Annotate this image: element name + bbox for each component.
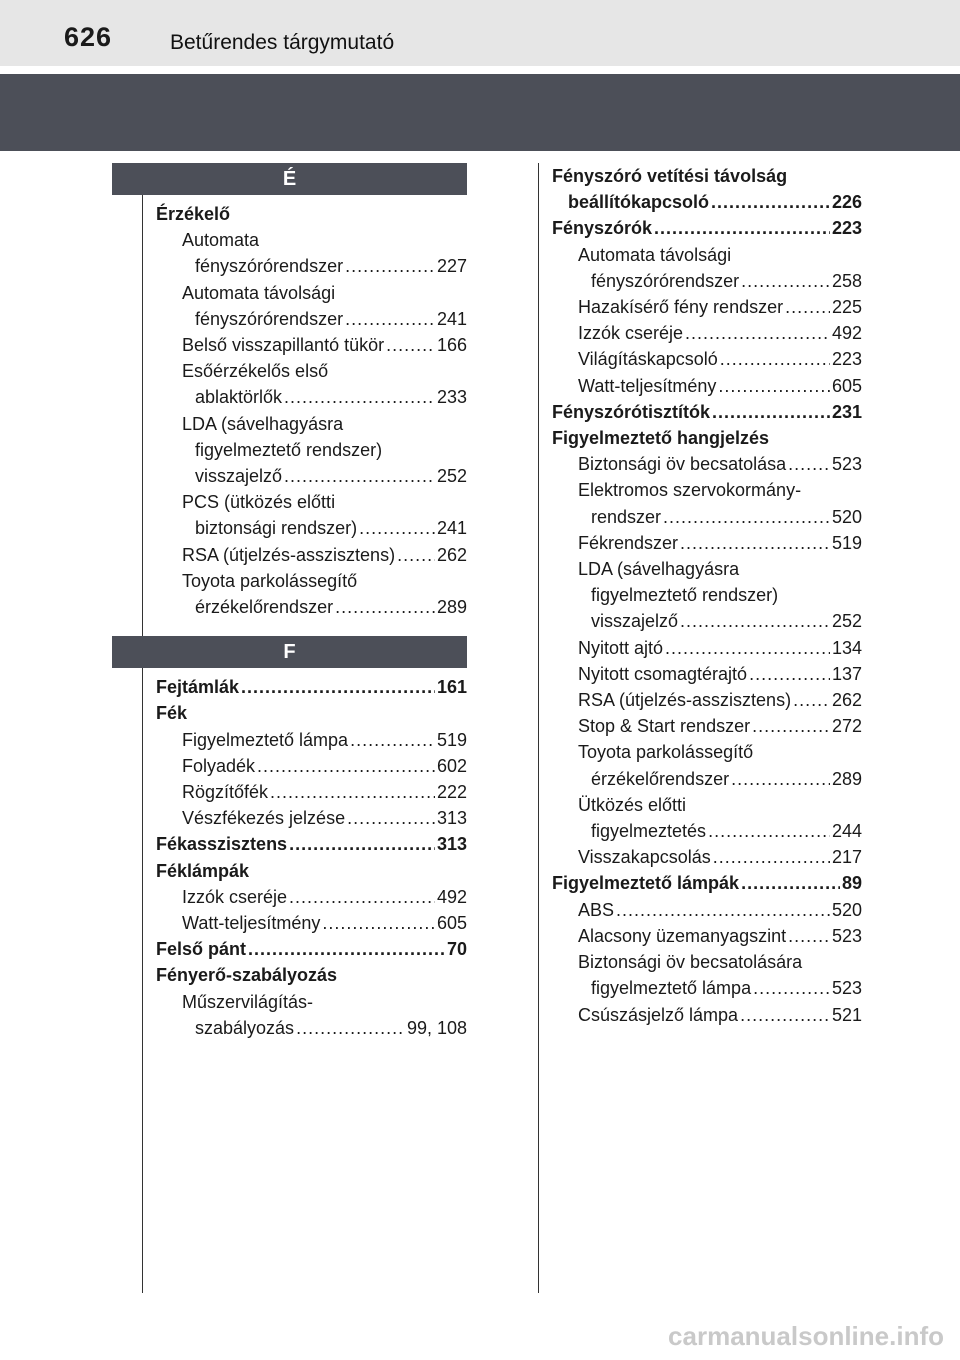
index-entry [156, 568, 467, 594]
index-entry [552, 504, 862, 530]
dot-leader [397, 542, 435, 568]
index-entry-page: 602 [436, 755, 467, 776]
dot-leader [740, 1002, 830, 1028]
index-entry [552, 792, 862, 818]
index-entry [552, 844, 862, 870]
dot-leader [708, 818, 830, 844]
index-entry-text: Izzók cseréje [578, 323, 684, 344]
index-entry [552, 425, 862, 451]
index-entry [552, 373, 862, 399]
index-entry-text: Izzók cseréje [182, 886, 288, 907]
dot-leader [793, 687, 830, 713]
index-entry-text: Fejtámlák [156, 677, 240, 698]
index-entry [552, 189, 862, 215]
index-entry [156, 831, 467, 857]
dot-leader [347, 805, 435, 831]
index-entry [552, 1002, 862, 1028]
index-entry-text: Toyota parkolássegítő [578, 742, 754, 763]
dot-leader [284, 463, 435, 489]
index-entry-page: 523 [831, 454, 862, 475]
dot-leader [345, 306, 435, 332]
index-entry-text: Elektromos szervokormány- [578, 480, 802, 501]
dot-leader [257, 753, 435, 779]
index-entry [552, 582, 862, 608]
index-entry-page: 519 [831, 532, 862, 553]
index-entry-page: 244 [831, 821, 862, 842]
index-entry [156, 936, 467, 962]
index-entry [156, 884, 467, 910]
index-entry [156, 227, 467, 253]
index-entry-text: Rögzítőfék [182, 782, 269, 803]
index-entry [156, 201, 467, 227]
dot-leader [616, 897, 830, 923]
dot-leader [350, 727, 435, 753]
index-entry [552, 215, 862, 241]
column-rule-left [142, 163, 143, 1293]
dot-leader [289, 831, 435, 857]
index-entry-text: Műszervilágítás- [182, 991, 314, 1012]
dot-leader [741, 268, 830, 294]
dot-leader [335, 594, 435, 620]
index-entry-text: Stop & Start rendszer [578, 716, 751, 737]
index-entry-page: 521 [831, 1004, 862, 1025]
index-entry-text: Biztonsági öv becsatolására [578, 952, 803, 973]
dot-leader [322, 910, 435, 936]
index-entry [156, 489, 467, 515]
index-entry-text: LDA (sávelhagyásra [578, 559, 740, 580]
header-banner [0, 74, 960, 151]
index-entry-page: 492 [436, 886, 467, 907]
index-entry-text: Visszakapcsolás [578, 847, 711, 868]
index-entry [552, 818, 862, 844]
section-letter-f: F [112, 636, 467, 668]
index-entry [156, 463, 467, 489]
index-entry-page: 225 [831, 297, 862, 318]
dot-leader [665, 635, 830, 661]
index-entry-page: 272 [831, 716, 862, 737]
index-entry-text: Biztonsági öv becsatolása [578, 454, 787, 475]
index-entry-page: 223 [831, 218, 862, 239]
dot-leader [345, 253, 435, 279]
section-letter-e: É [112, 163, 467, 195]
index-entry [552, 949, 862, 975]
index-entry-page: 217 [831, 847, 862, 868]
dot-leader [241, 674, 435, 700]
index-entry-text: figyelmeztető rendszer) [591, 585, 779, 606]
dot-leader [289, 884, 435, 910]
index-entry-page: 223 [831, 349, 862, 370]
page-header [0, 0, 960, 66]
watermark: carmanualsonline.info [668, 1321, 944, 1351]
index-entry-page: 258 [831, 270, 862, 291]
index-entry [552, 294, 862, 320]
index-entry [156, 989, 467, 1015]
index-entry-page: 222 [436, 782, 467, 803]
index-entry [552, 268, 862, 294]
dot-leader [785, 294, 830, 320]
dot-leader [654, 215, 830, 241]
index-entry-text: Féklámpák [156, 860, 250, 881]
index-entry-text: Világításkapcsoló [578, 349, 718, 370]
index-entry-text: Belső visszapillantó tükör [182, 335, 385, 356]
index-entry-text: Felső pánt [156, 939, 247, 960]
index-entry [552, 608, 862, 634]
index-entry [552, 320, 862, 346]
dot-leader [685, 320, 830, 346]
index-entry-text: figyelmeztető rendszer) [195, 439, 383, 460]
index-entry-text: RSA (útjelzés-asszisztens) [182, 544, 396, 565]
index-entry-text: Nyitott ajtó [578, 637, 664, 658]
index-entry-page: 523 [831, 925, 862, 946]
index-entry [552, 451, 862, 477]
index-entry-text: Csúszásjelző lámpa [578, 1004, 739, 1025]
index-entry [156, 280, 467, 306]
dot-leader [713, 844, 830, 870]
page-title: Betűrendes tárgymutató [170, 31, 395, 54]
index-entry-text: figyelmeztető lámpa [591, 978, 752, 999]
index-entry-page: 252 [831, 611, 862, 632]
index-entry-text: Fényszóró vetítési távolság [552, 166, 788, 186]
dot-leader [680, 530, 830, 556]
index-entry [552, 923, 862, 949]
index-entry-text: Fényerő-szabályozás [156, 965, 338, 986]
index-entry [552, 477, 862, 503]
index-entry-text: Automata távolsági [182, 282, 336, 303]
index-entry-text: visszajelző [195, 466, 283, 487]
index-entry-text: Toyota parkolássegítő [182, 570, 358, 591]
index-entry-page: 262 [436, 544, 467, 565]
index-entry-page: 241 [436, 308, 467, 329]
index-entry-page: 519 [436, 729, 467, 750]
index-entry [156, 674, 467, 700]
index-column-right [552, 163, 862, 1028]
index-entry-text: fényszórórendszer [591, 270, 740, 291]
index-entry-text: fényszórórendszer [195, 308, 344, 329]
index-entry-text: Fékasszisztens [156, 834, 288, 855]
index-entry-page: 137 [831, 663, 862, 684]
dot-leader [788, 451, 830, 477]
dot-leader [788, 923, 830, 949]
index-entry [156, 332, 467, 358]
index-entry [552, 713, 862, 739]
index-entry [156, 858, 467, 884]
index-entry-page: 166 [436, 335, 467, 356]
index-entry [552, 870, 862, 896]
index-entry-text: Figyelmeztető hangjelzés [552, 428, 770, 449]
index-entry [552, 766, 862, 792]
index-entry-text: RSA (útjelzés-asszisztens) [578, 690, 792, 711]
index-entry [156, 306, 467, 332]
index-list-e [156, 201, 467, 620]
index-entry [156, 779, 467, 805]
index-entry-page: 262 [831, 690, 862, 711]
index-column-left [156, 163, 467, 1041]
index-entry-text: Ütközés előtti [578, 794, 687, 815]
index-entry-page: 89 [841, 873, 862, 894]
index-entry [552, 163, 862, 189]
index-entry-page: 134 [831, 637, 862, 658]
dot-leader [270, 779, 435, 805]
index-entry-text: Vészfékezés jelzése [182, 808, 346, 829]
index-entry [156, 253, 467, 279]
index-entry-page: 289 [831, 768, 862, 789]
index-entry-text: Nyitott csomagtérajtó [578, 663, 748, 684]
index-entry-page: 227 [436, 256, 467, 277]
index-entry [156, 910, 467, 936]
dot-leader [663, 504, 830, 530]
index-entry-text: Fényszórótisztítók [552, 401, 711, 422]
dot-leader [712, 399, 830, 425]
index-entry-page: 233 [436, 387, 467, 408]
dot-leader [720, 346, 830, 372]
index-entry [156, 727, 467, 753]
index-entry-page: 99, 108 [406, 1017, 467, 1038]
index-entry-text: ablaktörlők [195, 387, 283, 408]
index-entry-page: 289 [436, 597, 467, 618]
dot-leader [248, 936, 445, 962]
index-entry-text: Figyelmeztető lámpák [552, 873, 740, 894]
index-entry-text: Folyadék [182, 755, 256, 776]
index-entry-text: LDA (sávelhagyásra [182, 413, 344, 434]
dot-leader [680, 608, 830, 634]
index-entry-text: Watt-teljesítmény [578, 375, 717, 396]
index-entry [552, 975, 862, 1001]
index-entry [552, 399, 862, 425]
dot-leader [749, 661, 830, 687]
index-entry-page: 605 [831, 375, 862, 396]
index-entry-text: Automata távolsági [578, 244, 732, 265]
dot-leader [386, 332, 435, 358]
column-rule-right [538, 163, 539, 1293]
index-entry-text: fényszórórendszer [195, 256, 344, 277]
index-entry-page: 492 [831, 323, 862, 344]
index-entry [156, 1015, 467, 1041]
index-entry-page: 252 [436, 466, 467, 487]
index-entry [156, 542, 467, 568]
index-entry-text: Alacsony üzemanyagszint [578, 925, 787, 946]
index-entry [552, 635, 862, 661]
index-entry-page: 231 [831, 401, 862, 422]
index-entry-text: beállítókapcsoló [568, 192, 710, 213]
index-entry-text: figyelmeztetés [591, 821, 707, 842]
index-entry-text: ABS [578, 899, 615, 920]
index-entry-text: biztonsági rendszer) [195, 518, 358, 539]
index-entry [552, 242, 862, 268]
index-entry-page: 520 [831, 899, 862, 920]
index-entry-text: Érzékelő [156, 204, 231, 224]
index-entry-text: Automata [182, 230, 260, 251]
index-entry [552, 556, 862, 582]
dot-leader [731, 766, 830, 792]
page-number: 626 [64, 22, 113, 52]
index-entry [156, 962, 467, 988]
dot-leader [741, 870, 840, 896]
dot-leader [296, 1015, 405, 1041]
index-entry-text: Esőérzékelős első [182, 361, 329, 382]
index-entry [156, 594, 467, 620]
index-entry-text: rendszer [591, 506, 662, 527]
dot-leader [718, 373, 830, 399]
index-entry-page: 605 [436, 913, 467, 934]
index-entry [156, 437, 467, 463]
index-entry-page: 523 [831, 978, 862, 999]
dot-leader [284, 384, 435, 410]
dot-leader [711, 189, 830, 215]
index-entry-page: 520 [831, 506, 862, 527]
index-list-right [552, 163, 862, 1028]
dot-leader [752, 713, 830, 739]
index-entry [156, 515, 467, 541]
index-entry-text: szabályozás [195, 1017, 295, 1038]
index-entry-text: Watt-teljesítmény [182, 913, 321, 934]
index-entry-text: Fék [156, 703, 188, 724]
index-entry-text: érzékelőrendszer [195, 597, 334, 618]
index-entry-text: Figyelmeztető lámpa [182, 729, 349, 750]
index-entry-text: érzékelőrendszer [591, 768, 730, 789]
index-entry-text: visszajelző [591, 611, 679, 632]
dot-leader [359, 515, 435, 541]
index-entry [552, 687, 862, 713]
index-entry-text: Fényszórók [552, 218, 653, 239]
index-entry [156, 358, 467, 384]
index-entry-page: 313 [436, 834, 467, 855]
index-entry [156, 805, 467, 831]
index-entry [552, 897, 862, 923]
dot-leader [753, 975, 830, 1001]
index-entry [156, 753, 467, 779]
index-entry-page: 226 [831, 192, 862, 213]
index-entry-page: 70 [446, 939, 467, 960]
index-entry [552, 346, 862, 372]
index-entry-text: Hazakísérő fény rendszer [578, 297, 784, 318]
index-entry-text: PCS (ütközés előtti [182, 492, 336, 513]
index-entry [156, 384, 467, 410]
index-entry-page: 241 [436, 518, 467, 539]
index-entry [156, 411, 467, 437]
index-entry-text: Fékrendszer [578, 532, 679, 553]
index-entry-page: 313 [436, 808, 467, 829]
index-entry [552, 530, 862, 556]
index-entry [552, 739, 862, 765]
index-entry [552, 661, 862, 687]
index-entry-page: 161 [436, 677, 467, 698]
index-entry [156, 700, 467, 726]
index-list-f [156, 674, 467, 1041]
